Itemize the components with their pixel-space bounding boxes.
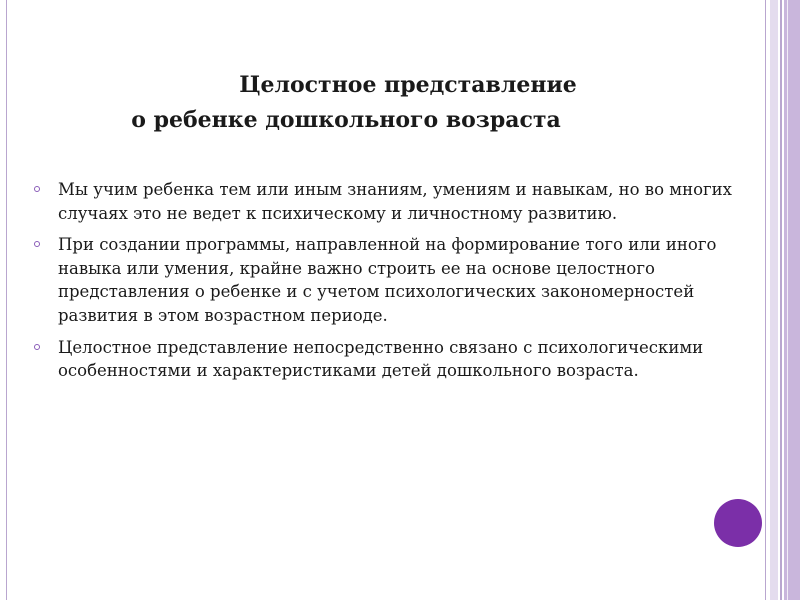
bullet-circle-icon xyxy=(34,344,40,350)
right-decor-band-light xyxy=(770,0,778,600)
slide-title xyxy=(60,68,710,138)
bullet-circle-icon xyxy=(34,186,40,192)
bullet-text: Мы учим ребенка тем или иным знаниям, умениям и навыкам, но во многих случаях это не ведет к психическому и личностному развитию. xyxy=(58,180,732,223)
left-border-line xyxy=(6,0,7,600)
bullet-item xyxy=(32,233,742,327)
bullet-item xyxy=(32,178,742,225)
slide-title-line: о ребенке дошкольного возраста xyxy=(131,107,561,133)
bullet-item xyxy=(32,336,742,383)
bullet-list xyxy=(32,178,742,391)
right-decor-line xyxy=(780,0,782,600)
right-decor-line xyxy=(787,0,788,600)
bullet-circle-icon xyxy=(34,241,40,247)
decorative-circle-icon xyxy=(714,499,762,547)
slide-title-line: Целостное представление xyxy=(239,72,577,98)
bullet-text: Целостное представление непосредственно связано с психологическими особенностями и характеристиками детей дошкольного возраста. xyxy=(58,337,704,381)
bullet-text: При создании программы, направленной на формирование того или иного навыка или умения, крайне важно строить ее на основе целостного представления о ребенке и с учетом психологических закономерностей развития в этом возрастном периоде. xyxy=(58,235,717,325)
right-decor-line xyxy=(765,0,766,600)
